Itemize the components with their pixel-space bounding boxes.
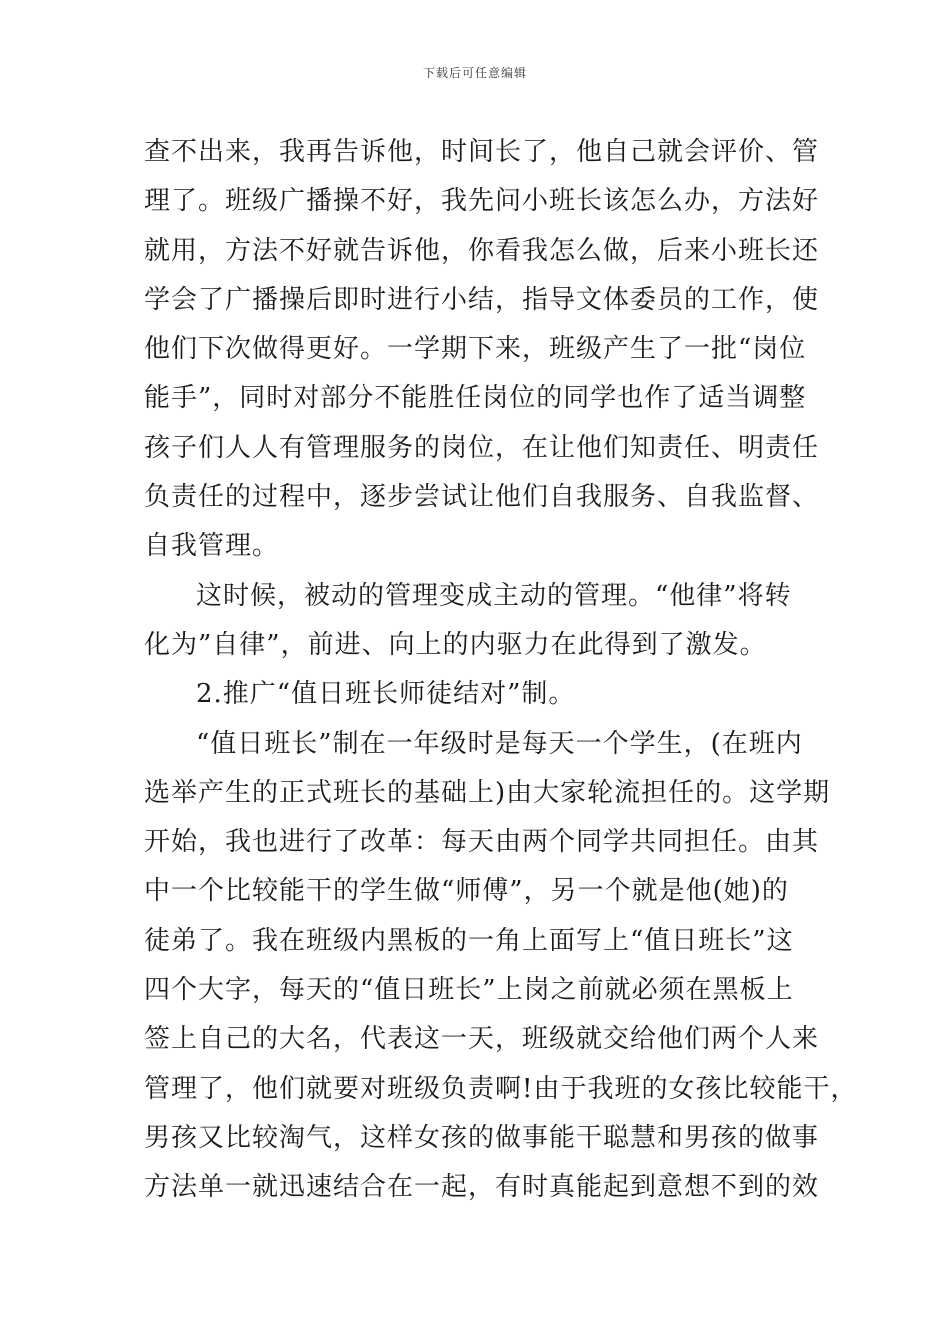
text-line: 能手”，同时对部分不能胜任岗位的同学也作了适当调整	[144, 383, 807, 414]
text-line: 方法单一就迅速结合在一起，有时真能起到意想不到的效	[144, 1172, 820, 1203]
text-line: 学会了广播操后即时进行小结，指导文体委员的工作，使	[144, 284, 820, 315]
text-line: 开始，我也进行了改革：每天由两个同学共同担任。由其	[144, 827, 820, 858]
text-line: 他们下次做得更好。一学期下来，班级产生了一批“岗位	[144, 334, 807, 365]
text-line: 管理了，他们就要对班级负责啊!由于我班的女孩比较能干，	[144, 1073, 858, 1104]
text-line: 四个大字，每天的“值日班长”上岗之前就必须在黑板上	[144, 975, 794, 1006]
text-line: 选举产生的正式班长的基础上)由大家轮流担任的。这学期	[144, 777, 831, 808]
paragraph-start-line: 这时候，被动的管理变成主动的管理。“他律”将转	[196, 580, 792, 611]
text-line: 查不出来，我再告诉他，时间长了，他自己就会评价、管	[144, 137, 820, 167]
text-line: 自我管理。	[144, 531, 280, 562]
text-line: 中一个比较能干的学生做“师傅”，另一个就是他(她)的	[144, 876, 789, 907]
page-header: 下载后可任意编辑	[422, 66, 527, 80]
text-line: 就用，方法不好就告诉他，你看我怎么做，后来小班长还	[144, 235, 820, 266]
text-line: 签上自己的大名，代表这一天，班级就交给他们两个人来	[144, 1024, 820, 1055]
text-line: 负责任的过程中，逐步尝试让他们自我服务、自我监督、	[144, 482, 820, 513]
paragraph-start-line: “值日班长”制在一年级时是每天一个学生，(在班内	[196, 728, 803, 759]
text-line: 孩子们人人有管理服务的岗位，在让他们知责任、明责任	[144, 432, 820, 463]
text-line: 理了。班级广播操不好，我先问小班长该怎么办，方法好	[144, 186, 820, 217]
section-heading: 2.推广“值日班长师徒结对”制。	[196, 679, 576, 710]
text-line: 徒弟了。我在班级内黑板的一角上面写上“值日班长”这	[144, 925, 794, 956]
text-line: 化为”自律”，前进、向上的内驱力在此得到了激发。	[144, 629, 767, 660]
document-body	[144, 128, 858, 1213]
text-line: 男孩又比较淘气，这样女孩的做事能干聪慧和男孩的做事	[144, 1122, 820, 1153]
